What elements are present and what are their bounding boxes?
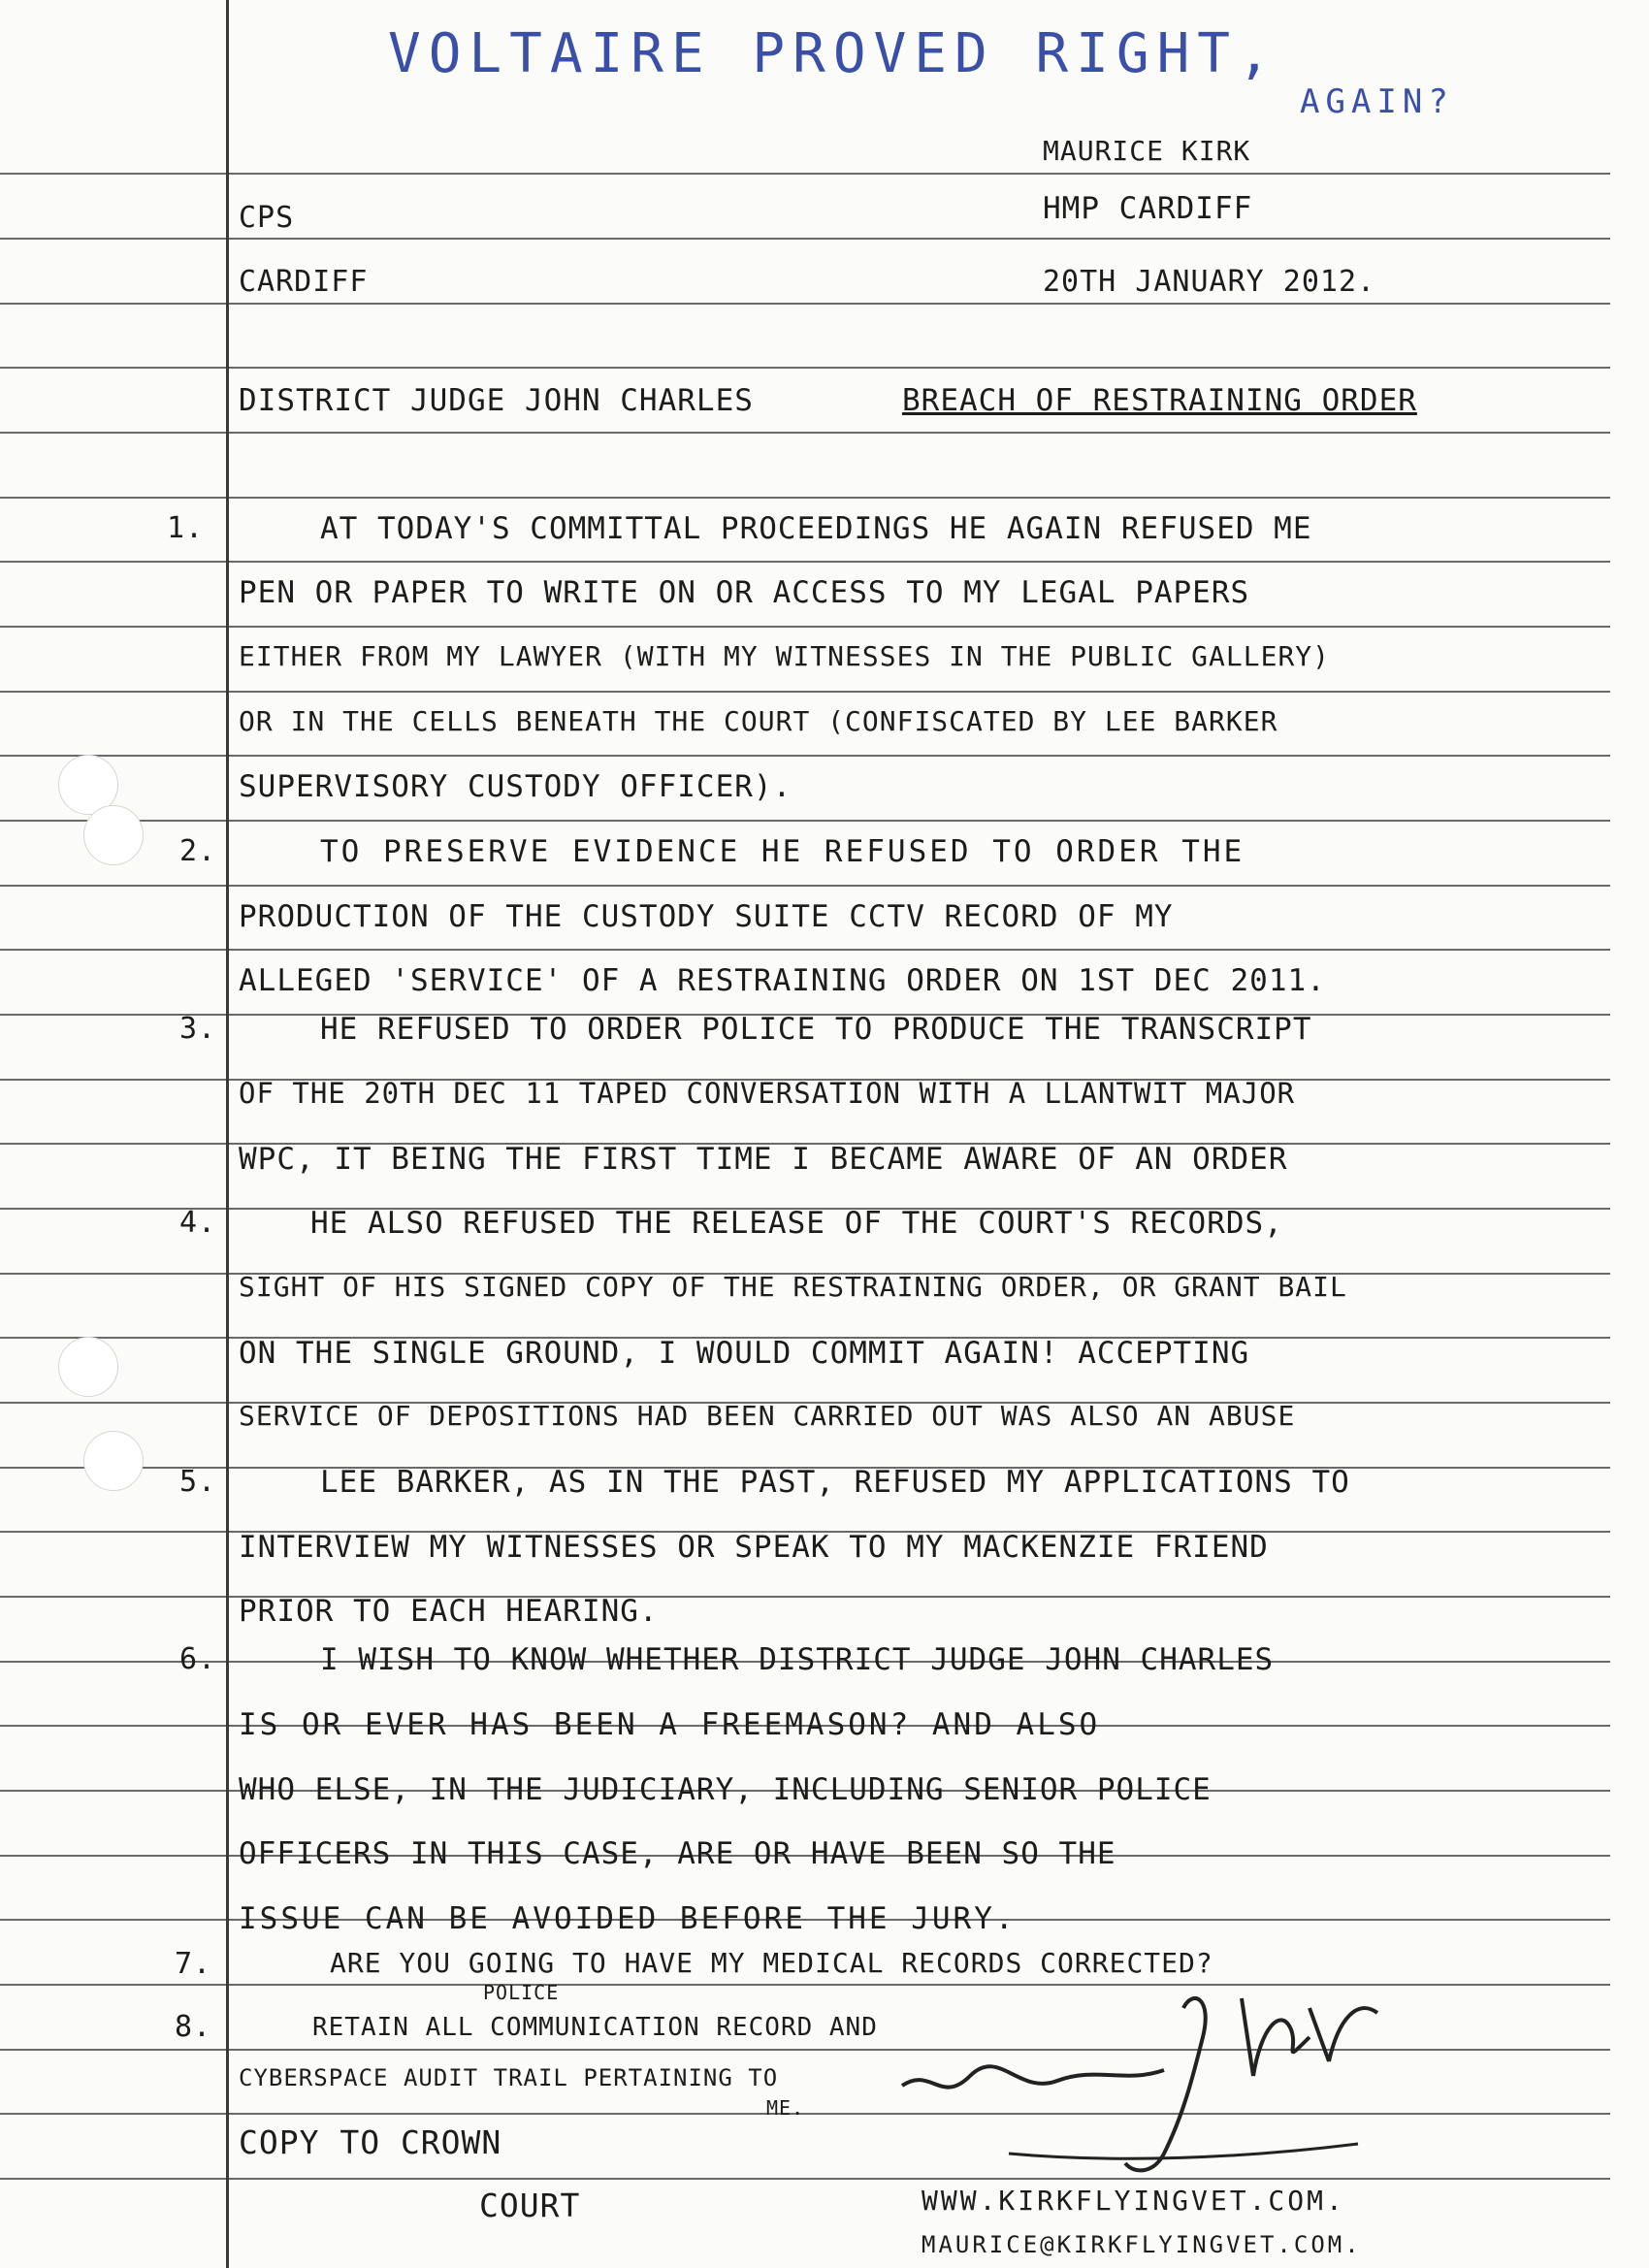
item-number: 1.	[167, 511, 205, 545]
punch-hole	[83, 805, 144, 865]
item-number: 5.	[179, 1465, 217, 1499]
ruled-line	[0, 949, 1610, 951]
punch-hole	[58, 1337, 118, 1397]
item-line: HE ALSO REFUSED THE RELEASE OF THE COURT'S RECORDS,	[310, 1206, 1283, 1241]
item-line: ARE YOU GOING TO HAVE MY MEDICAL RECORDS CORRECTED?	[330, 1947, 1213, 1979]
ruled-line	[0, 238, 1610, 240]
sender-address: HMP CARDIFF	[1043, 191, 1253, 226]
website-email: MAURICE@KIRKFLYINGVET.COM.	[922, 2231, 1362, 2258]
item-insertion: POLICE	[483, 1981, 560, 2004]
item-line: PRIOR TO EACH HEARING.	[239, 1594, 659, 1629]
signature-mark	[873, 1969, 1416, 2192]
item-number: 8.	[175, 2010, 212, 2044]
item-line: INTERVIEW MY WITNESSES OR SPEAK TO MY MACKENZIE FRIEND	[239, 1530, 1269, 1565]
recipient-line-2: CARDIFF	[239, 265, 369, 299]
item-line: ME.	[766, 2096, 805, 2120]
subject-judge: DISTRICT JUDGE JOHN CHARLES	[239, 383, 754, 418]
title-line-2: AGAIN?	[1300, 82, 1454, 121]
item-line: OR IN THE CELLS BENEATH THE COURT (CONFISCATED BY LEE BARKER	[239, 705, 1278, 737]
ruled-line	[0, 561, 1610, 563]
item-line: SERVICE OF DEPOSITIONS HAD BEEN CARRIED OUT WAS ALSO AN ABUSE	[239, 1400, 1296, 1432]
website-url: WWW.KIRKFLYINGVET.COM.	[922, 2185, 1345, 2217]
item-line: SUPERVISORY CUSTODY OFFICER).	[239, 769, 792, 804]
sender-date: 20TH JANUARY 2012.	[1043, 265, 1376, 299]
item-number: 6.	[179, 1642, 217, 1676]
item-line: RETAIN ALL COMMUNICATION RECORD AND	[312, 2013, 878, 2042]
item-line: IS OR EVER HAS BEEN A FREEMASON? AND ALSO	[239, 1707, 1101, 1742]
ruled-line	[0, 432, 1610, 434]
item-number: 4.	[179, 1206, 217, 1240]
item-line: AT TODAY'S COMMITTAL PROCEEDINGS HE AGAIN REFUSED ME	[320, 511, 1312, 546]
subject-matter: BREACH OF RESTRAINING ORDER	[902, 383, 1417, 418]
item-line: ALLEGED 'SERVICE' OF A RESTRAINING ORDER ON 1ST DEC 2011.	[239, 963, 1326, 998]
copy-to-line-1: COPY TO CROWN	[239, 2123, 502, 2161]
copy-to-line-2: COURT	[479, 2187, 581, 2224]
item-line: PRODUCTION OF THE CUSTODY SUITE CCTV RECORD OF MY	[239, 899, 1174, 934]
item-line: ON THE SINGLE GROUND, I WOULD COMMIT AGAIN! ACCEPTING	[239, 1336, 1250, 1371]
item-line: I WISH TO KNOW WHETHER DISTRICT JUDGE JOHN CHARLES	[320, 1642, 1275, 1677]
item-number: 7.	[175, 1947, 212, 1981]
item-line: SIGHT OF HIS SIGNED COPY OF THE RESTRAINING ORDER, OR GRANT BAIL	[239, 1271, 1347, 1303]
item-number: 3.	[179, 1012, 217, 1046]
item-line: TO PRESERVE EVIDENCE HE REFUSED TO ORDER THE	[320, 834, 1245, 869]
title-line-1: VOLTAIRE PROVED RIGHT,	[388, 22, 1278, 85]
item-line: LEE BARKER, AS IN THE PAST, REFUSED MY APPLICATIONS TO	[320, 1465, 1350, 1500]
ruled-line	[0, 303, 1610, 305]
item-line: OF THE 20TH DEC 11 TAPED CONVERSATION WITH A LLANTWIT MAJOR	[239, 1077, 1296, 1110]
ruled-line	[0, 173, 1610, 175]
item-line: CYBERSPACE AUDIT TRAIL PERTAINING TO	[239, 2064, 779, 2091]
recipient-line-1: CPS	[239, 201, 295, 235]
item-number: 2.	[179, 834, 217, 868]
item-line: ISSUE CAN BE AVOIDED BEFORE THE JURY.	[239, 1901, 1017, 1936]
ruled-line	[0, 820, 1610, 822]
ruled-line	[0, 626, 1610, 628]
ruled-line	[0, 885, 1610, 887]
item-line: WPC, IT BEING THE FIRST TIME I BECAME AWARE OF AN ORDER	[239, 1142, 1288, 1177]
item-line: HE REFUSED TO ORDER POLICE TO PRODUCE THE TRANSCRIPT	[320, 1012, 1312, 1047]
item-line: EITHER FROM MY LAWYER (WITH MY WITNESSES IN THE PUBLIC GALLERY)	[239, 640, 1331, 672]
item-line: OFFICERS IN THIS CASE, ARE OR HAVE BEEN SO THE	[239, 1836, 1116, 1871]
ruled-line	[0, 497, 1610, 499]
margin-line	[226, 0, 229, 2268]
sender-name: MAURICE KIRK	[1043, 135, 1251, 167]
punch-hole	[83, 1431, 144, 1491]
ruled-line	[0, 755, 1610, 757]
item-line: PEN OR PAPER TO WRITE ON OR ACCESS TO MY LEGAL PAPERS	[239, 575, 1250, 610]
ruled-line	[0, 691, 1610, 693]
item-line: WHO ELSE, IN THE JUDICIARY, INCLUDING SENIOR POLICE	[239, 1772, 1212, 1807]
ruled-line	[0, 367, 1610, 369]
